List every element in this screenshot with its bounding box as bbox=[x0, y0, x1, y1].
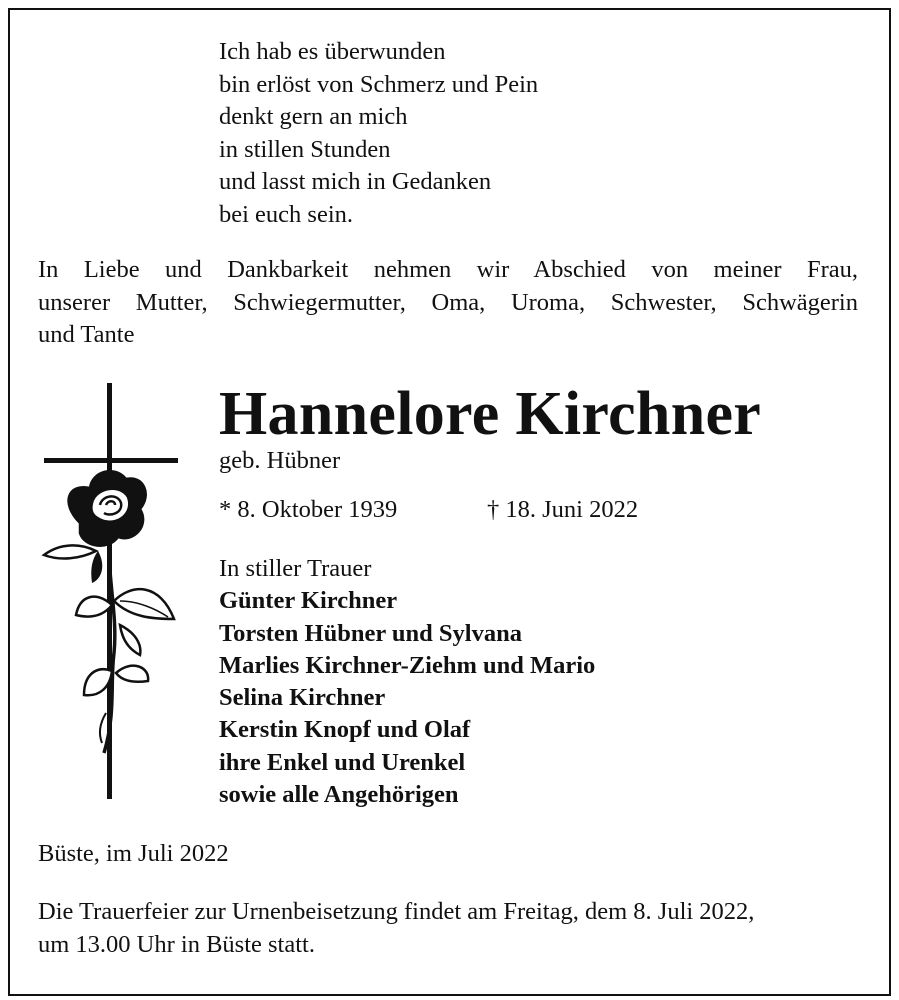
mourners-lead: In stiller Trauer bbox=[219, 555, 372, 582]
intro-text bbox=[38, 254, 858, 352]
birth-name: geb. Hübner bbox=[219, 447, 341, 474]
birth-date: * 8. Oktober 1939 bbox=[219, 496, 398, 523]
poem bbox=[219, 36, 538, 231]
death-date: † 18. Juni 2022 bbox=[487, 496, 639, 523]
mourner-name: Selina Kirchner bbox=[219, 684, 386, 712]
deceased-name: Hannelore Kirchner bbox=[219, 380, 762, 448]
mourner-name: ihre Enkel und Urenkel bbox=[219, 748, 466, 776]
mourner-name: Torsten Hübner und Sylvana bbox=[219, 619, 522, 647]
cross-with-rose-icon bbox=[40, 383, 180, 803]
poem-line: Ich hab es überwunden bbox=[219, 38, 446, 65]
intro-line: In Liebe und Dankbarkeit nehmen wir Abschied von meiner Frau, bbox=[38, 256, 858, 283]
mourner-name: Marlies Kirchner-Ziehm und Mario bbox=[219, 651, 596, 679]
place-date: Büste, im Juli 2022 bbox=[38, 840, 229, 867]
poem-line: in stillen Stunden bbox=[219, 135, 391, 163]
poem-line: denkt gern an mich bbox=[219, 103, 408, 130]
intro-line: und Tante bbox=[38, 321, 135, 348]
mourner-name: sowie alle Angehörigen bbox=[219, 781, 459, 809]
intro-line: unserer Mutter, Schwiegermutter, Oma, Uroma, Schwester, Schwägerin bbox=[38, 288, 858, 316]
funeral-service-info bbox=[38, 896, 868, 961]
mourner-name: Günter Kirchner bbox=[219, 587, 398, 615]
service-line: um 13.00 Uhr in Büste statt. bbox=[38, 930, 315, 958]
mourners-list bbox=[219, 553, 595, 811]
poem-line: bei euch sein. bbox=[219, 200, 354, 228]
service-line: Die Trauerfeier zur Urnenbeisetzung findet am Freitag, dem 8. Juli 2022, bbox=[38, 898, 755, 925]
poem-line: bin erlöst von Schmerz und Pein bbox=[219, 70, 539, 98]
mourner-name: Kerstin Knopf und Olaf bbox=[219, 716, 471, 744]
life-dates bbox=[219, 494, 639, 526]
poem-line: und lasst mich in Gedanken bbox=[219, 168, 492, 195]
